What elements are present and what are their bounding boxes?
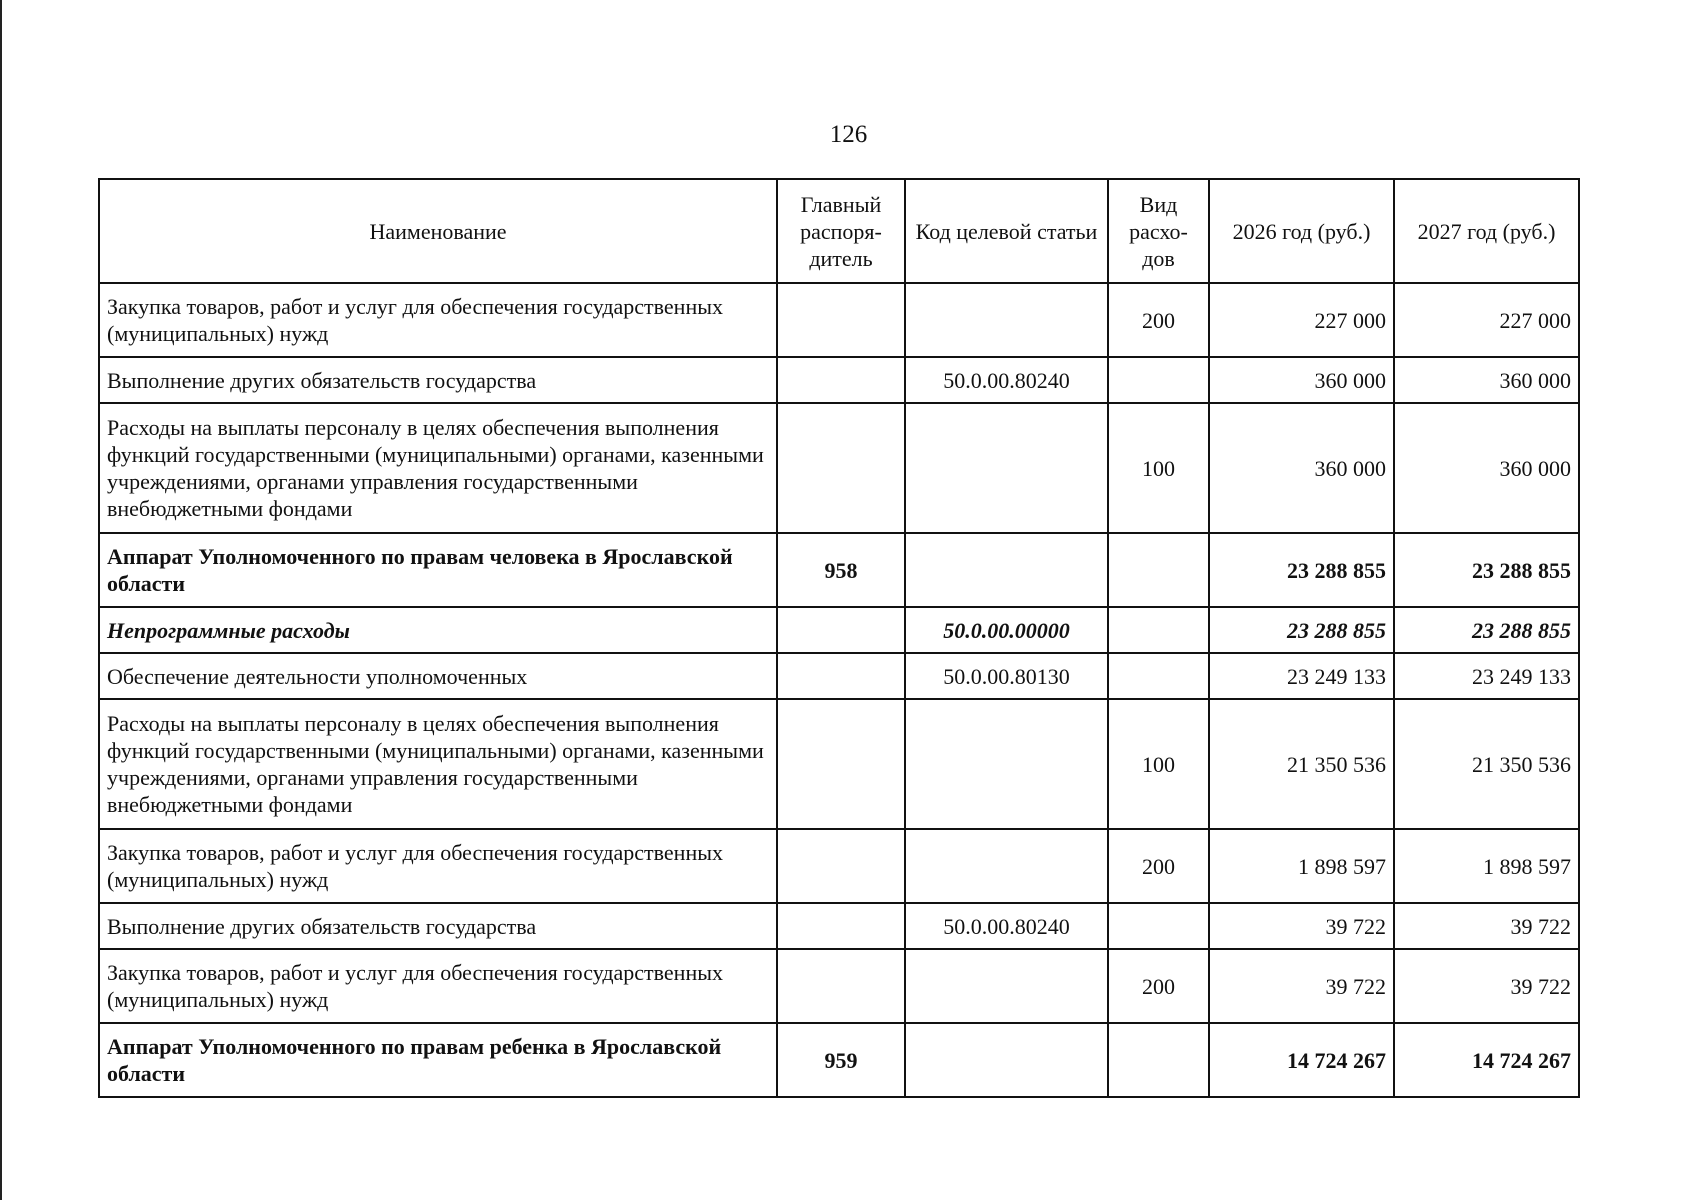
header-code: Код целевой статьи xyxy=(905,179,1108,283)
cell-name: Аппарат Уполномоченного по правам ребенка в Ярославской области xyxy=(99,1023,777,1097)
cell-grbs: 958 xyxy=(777,533,905,607)
cell-name: Выполнение других обязательств государства xyxy=(99,357,777,403)
cell-grbs xyxy=(777,699,905,829)
cell-type xyxy=(1108,533,1209,607)
cell-2026: 360 000 xyxy=(1209,403,1394,533)
cell-2026: 23 288 855 xyxy=(1209,607,1394,653)
cell-2027: 23 288 855 xyxy=(1394,533,1579,607)
page-edge-line xyxy=(0,0,2,1200)
cell-grbs xyxy=(777,903,905,949)
cell-code: 50.0.00.80240 xyxy=(905,357,1108,403)
table-row xyxy=(99,949,1579,1023)
table-row xyxy=(99,699,1579,829)
cell-type: 200 xyxy=(1108,949,1209,1023)
cell-2027: 360 000 xyxy=(1394,403,1579,533)
table-header-row xyxy=(99,179,1579,283)
cell-2026: 39 722 xyxy=(1209,949,1394,1023)
table-row xyxy=(99,533,1579,607)
table-row xyxy=(99,829,1579,903)
page-number: 126 xyxy=(829,121,868,148)
cell-2026: 14 724 267 xyxy=(1209,1023,1394,1097)
cell-code xyxy=(905,1023,1108,1097)
cell-2026: 23 249 133 xyxy=(1209,653,1394,699)
cell-2026: 360 000 xyxy=(1209,357,1394,403)
table-row xyxy=(99,357,1579,403)
cell-2027: 227 000 xyxy=(1394,283,1579,357)
cell-name: Выполнение других обязательств государства xyxy=(99,903,777,949)
cell-2026: 227 000 xyxy=(1209,283,1394,357)
cell-name: Обеспечение деятельности уполномоченных xyxy=(99,653,777,699)
table-row xyxy=(99,607,1579,653)
cell-2027: 39 722 xyxy=(1394,903,1579,949)
cell-type xyxy=(1108,903,1209,949)
cell-2026: 1 898 597 xyxy=(1209,829,1394,903)
cell-type xyxy=(1108,607,1209,653)
cell-code: 50.0.00.80130 xyxy=(905,653,1108,699)
cell-grbs xyxy=(777,283,905,357)
cell-name: Закупка товаров, работ и услуг для обеспечения государственных (муниципальных) нужд xyxy=(99,949,777,1023)
table-row xyxy=(99,283,1579,357)
cell-name: Аппарат Уполномоченного по правам человека в Ярославской области xyxy=(99,533,777,607)
cell-name: Расходы на выплаты персоналу в целях обеспечения выполнения функций государственными (муниципальными) органами, казенными учреждениями, органами управления государственными внебюджетными фондами xyxy=(99,403,777,533)
cell-code: 50.0.00.80240 xyxy=(905,903,1108,949)
cell-2027: 14 724 267 xyxy=(1394,1023,1579,1097)
cell-grbs xyxy=(777,653,905,699)
cell-type: 100 xyxy=(1108,699,1209,829)
cell-2026: 21 350 536 xyxy=(1209,699,1394,829)
cell-name: Закупка товаров, работ и услуг для обеспечения государственных (муниципальных) нужд xyxy=(99,283,777,357)
cell-type: 100 xyxy=(1108,403,1209,533)
cell-type: 200 xyxy=(1108,829,1209,903)
cell-name: Непрограммные расходы xyxy=(99,607,777,653)
header-2027: 2027 год (руб.) xyxy=(1394,179,1579,283)
cell-code xyxy=(905,829,1108,903)
cell-grbs xyxy=(777,403,905,533)
cell-code xyxy=(905,283,1108,357)
cell-name: Закупка товаров, работ и услуг для обеспечения государственных (муниципальных) нужд xyxy=(99,829,777,903)
table-row xyxy=(99,1023,1579,1097)
cell-grbs xyxy=(777,829,905,903)
budget-table xyxy=(98,178,1580,1098)
cell-type xyxy=(1108,1023,1209,1097)
cell-code xyxy=(905,949,1108,1023)
header-name: Наименование xyxy=(99,179,777,283)
table-row xyxy=(99,653,1579,699)
cell-grbs xyxy=(777,949,905,1023)
cell-grbs xyxy=(777,357,905,403)
cell-type: 200 xyxy=(1108,283,1209,357)
cell-name: Расходы на выплаты персоналу в целях обеспечения выполнения функций государственными (муниципальными) органами, казенными учреждениями, органами управления государственными внебюджетными фондами xyxy=(99,699,777,829)
header-2026: 2026 год (руб.) xyxy=(1209,179,1394,283)
cell-2027: 23 249 133 xyxy=(1394,653,1579,699)
header-grbs: Главный распоря-дитель xyxy=(777,179,905,283)
table-row xyxy=(99,903,1579,949)
cell-2027: 23 288 855 xyxy=(1394,607,1579,653)
cell-grbs xyxy=(777,607,905,653)
cell-type xyxy=(1108,357,1209,403)
cell-2026: 39 722 xyxy=(1209,903,1394,949)
cell-2027: 21 350 536 xyxy=(1394,699,1579,829)
cell-code xyxy=(905,533,1108,607)
table-row xyxy=(99,403,1579,533)
cell-2027: 360 000 xyxy=(1394,357,1579,403)
header-type: Вид расхо-дов xyxy=(1108,179,1209,283)
cell-grbs: 959 xyxy=(777,1023,905,1097)
cell-2026: 23 288 855 xyxy=(1209,533,1394,607)
cell-type xyxy=(1108,653,1209,699)
cell-code: 50.0.00.00000 xyxy=(905,607,1108,653)
cell-code xyxy=(905,699,1108,829)
cell-code xyxy=(905,403,1108,533)
cell-2027: 39 722 xyxy=(1394,949,1579,1023)
cell-2027: 1 898 597 xyxy=(1394,829,1579,903)
